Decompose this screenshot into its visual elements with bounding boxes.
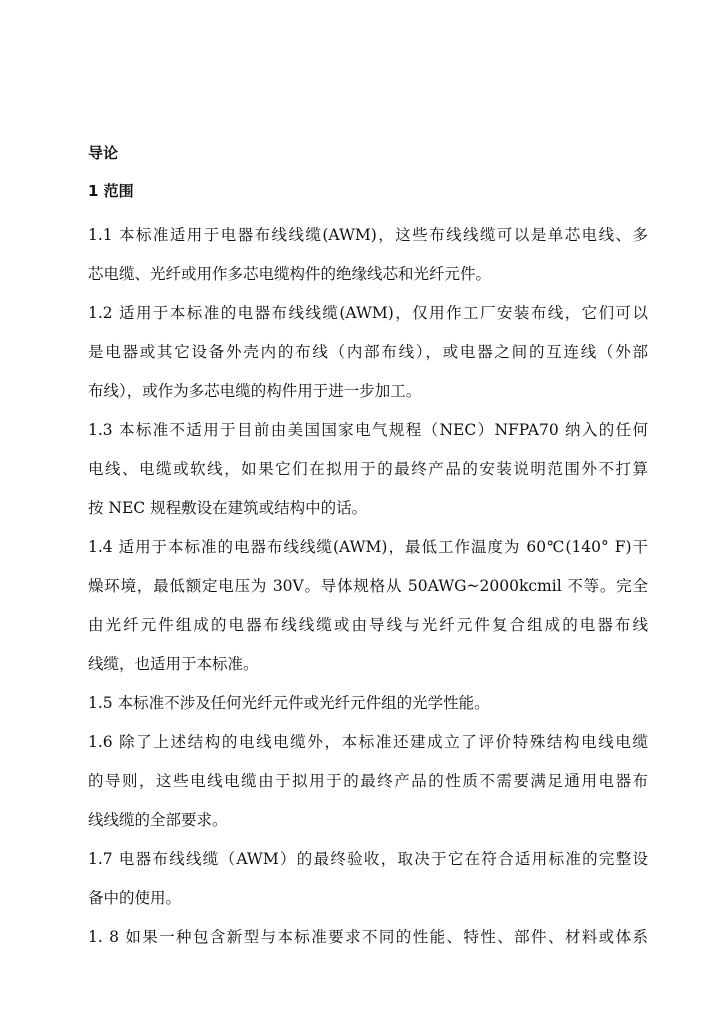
text-line: 1.6 除了上述结构的电线电缆外，本标准还建成立了评价特殊结构电线电缆 [88,733,648,751]
text-line: 1.1 本标准适用于电器布线线缆(AWM)，这些布线线缆可以是单芯电线、多 [88,226,648,244]
text-line: 1.5 本标准不涉及任何光纤元件或光纤元件组的光学性能。 [88,694,490,712]
text-line: 备中的使用。 [88,889,182,907]
text-line: 燥环境，最低额定电压为 30V。导体规格从 50AWG~2000kcmil 不等。完全 [88,577,648,595]
paragraph-1-1 [88,223,648,286]
text-line: 芯电缆、光纤或用作多芯电缆构件的绝缘线芯和光纤元件。 [88,265,492,283]
paragraph-1-7 [88,847,648,910]
text-line: 1.7 电器布线线缆（AWM）的最终验收，取决于它在符合适用标准的完整设 [88,850,648,868]
paragraph-1-8 [88,925,648,949]
paragraph-1-6 [88,730,648,832]
paragraph-1-5 [88,691,648,715]
text-line: 1.2 适用于本标准的电器布线线缆(AWM)，仅用作工厂安装布线，它们可以 [88,304,648,322]
text-line: 1.4 适用于本标准的电器布线线缆(AWM)，最低工作温度为 60℃(140° F)干 [88,538,648,556]
document-page [88,141,648,964]
text-line: 的导则，这些电线电缆由于拟用于的最终产品的性质不需要满足通用电器布 [88,772,648,790]
text-line: 线线缆的全部要求。 [88,811,228,829]
text-line: 由光纤元件组成的电器布线线缆或由导线与光纤元件复合组成的电器布线 [88,616,648,634]
section-heading-intro: 导论 [88,144,119,162]
text-line: 布线），或作为多芯电缆的构件用于进一步加工。 [88,382,422,400]
paragraph-1-4 [88,535,648,676]
text-line: 1.3 本标准不适用于目前由美国国家电气规程（NEC）NFPA70 纳入的任何 [88,421,648,439]
section-heading-scope: 1 范围 [88,182,134,200]
text-line: 线缆，也适用于本标准。 [88,655,259,673]
text-line: 按 NEC 规程敷设在建筑或结构中的话。 [88,499,368,517]
paragraph-1-3 [88,418,648,520]
text-line: 电线、电缆或软线，如果它们在拟用于的最终产品的安装说明范围外不打算 [88,460,648,478]
paragraph-1-2 [88,301,648,403]
text-line: 是电器或其它设备外壳内的布线（内部布线），或电器之间的互连线（外部 [88,343,648,361]
text-line: 1. 8 如果一种包含新型与本标准要求不同的性能、特性、部件、材料或体系 [88,928,648,946]
